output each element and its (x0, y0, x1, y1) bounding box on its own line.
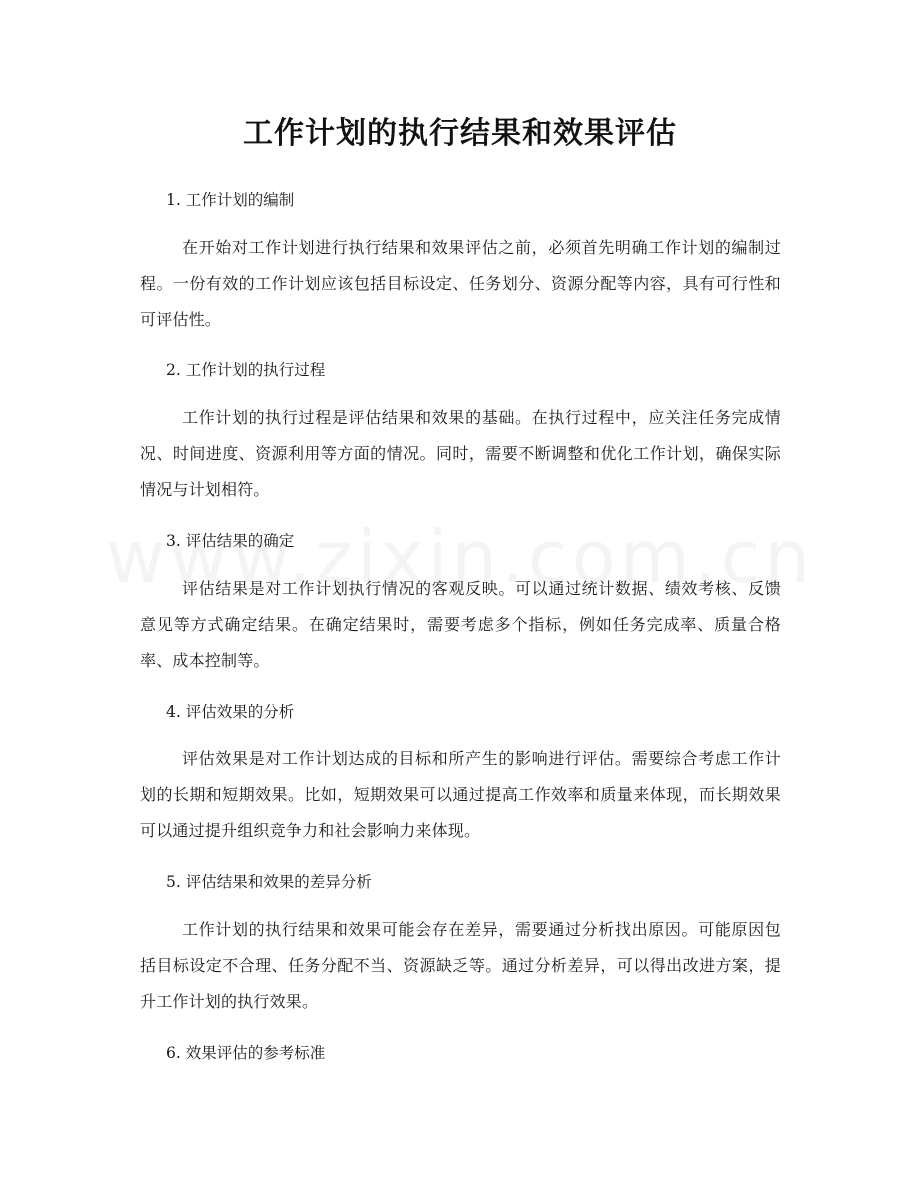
section-heading-3: 3. 评估结果的确定 (166, 532, 295, 550)
section-body-1: 在开始对工作计划进行执行结果和效果评估之前，必须首先明确工作计划的编制过程。一份有效的工作计划应该包括目标设定、任务划分、资源分配等内容，具有可行性和可评估性。 (140, 238, 781, 329)
section-heading-6: 6. 效果评估的参考标准 (166, 1044, 326, 1062)
section-heading-5: 5. 评估结果和效果的差异分析 (166, 873, 372, 891)
section-body-3: 评估结果是对工作计划执行情况的客观反映。可以通过统计数据、绩效考核、反馈意见等方式确定结果。在确定结果时，需要考虑多个指标，例如任务完成率、质量合格率、成本控制等。 (140, 579, 781, 670)
section-body-5: 工作计划的执行结果和效果可能会存在差异，需要通过分析找出原因。可能原因包括目标设定不合理、任务分配不当、资源缺乏等。通过分析差异，可以得出改进方案，提升工作计划的执行效果。 (140, 920, 781, 1011)
section-heading-2: 2. 工作计划的执行过程 (166, 361, 326, 379)
section-heading-4: 4. 评估效果的分析 (166, 703, 295, 721)
section-heading-1: 1. 工作计划的编制 (166, 191, 295, 209)
section-body-2: 工作计划的执行过程是评估结果和效果的基础。在执行过程中，应关注任务完成情况、时间进度、资源利用等方面的情况。同时，需要不断调整和优化工作计划，确保实际情况与计划相符。 (140, 408, 781, 499)
section-body-4: 评估效果是对工作计划达成的目标和所产生的影响进行评估。需要综合考虑工作计划的长期和短期效果。比如，短期效果可以通过提高工作效率和质量来体现，而长期效果可以通过提升组织竞争力和社会影响力来体现。 (140, 749, 781, 840)
page-title: 工作计划的执行结果和效果评估 (243, 116, 677, 151)
